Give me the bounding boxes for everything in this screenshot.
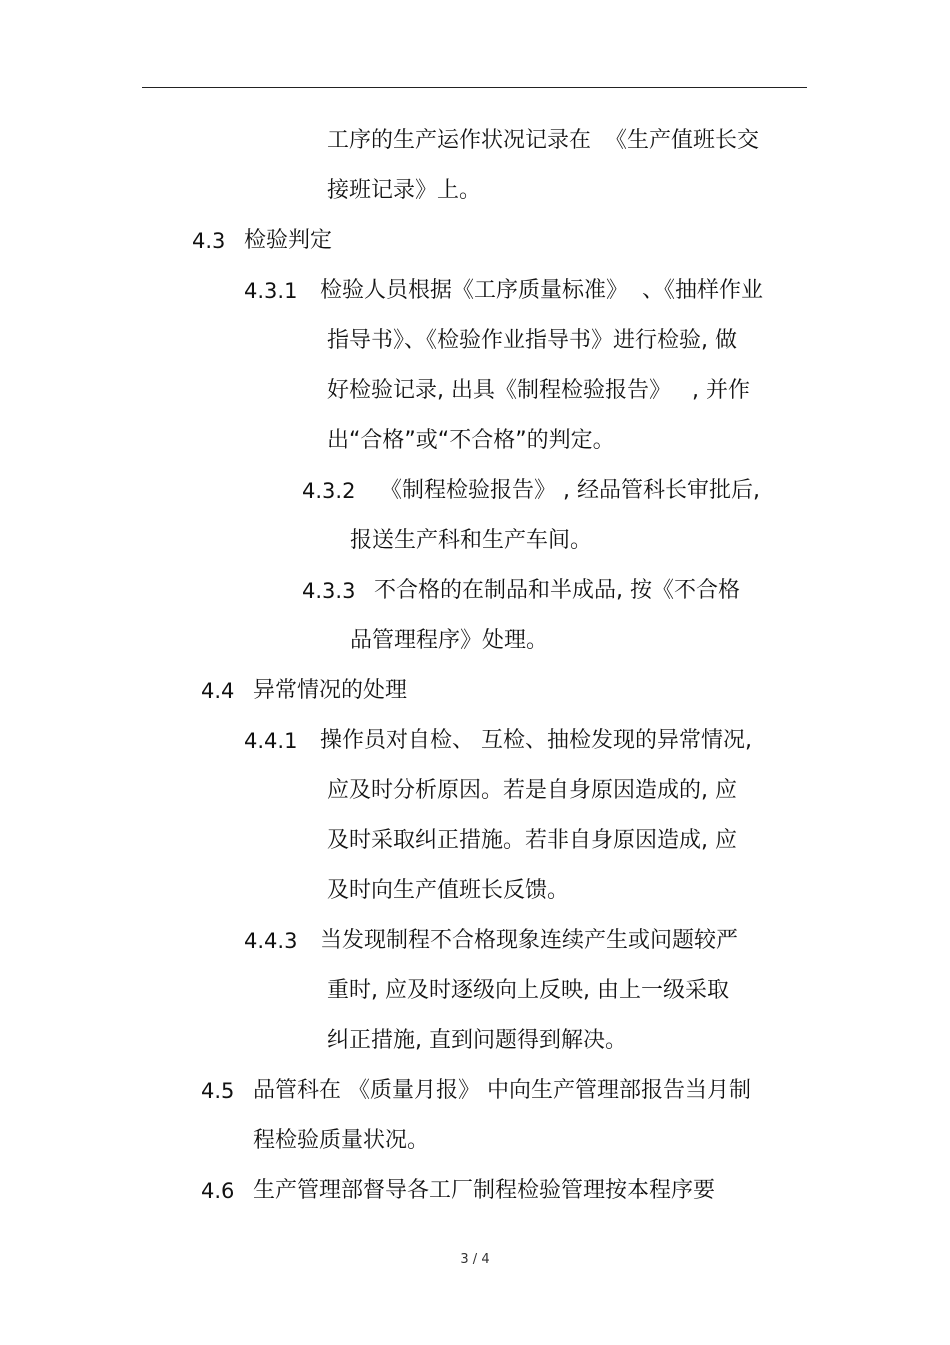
- text-line: 品管科在 《质量月报》 中向生产管理部报告当月制: [253, 1078, 751, 1103]
- clause-number: 4.3.2: [302, 479, 356, 503]
- text-line: 不合格的在制品和半成品, 按《不合格: [374, 578, 740, 603]
- section-number: 4.6: [201, 1179, 235, 1203]
- text-line: 报送生产科和生产车间。: [350, 528, 593, 553]
- text-line: 出“合格”或“不合格”的判定。: [327, 428, 615, 453]
- section-number: 4.4: [201, 679, 235, 703]
- section-number: 4.5: [201, 1079, 235, 1103]
- text-line: 纠正措施, 直到问题得到解决。: [327, 1028, 627, 1053]
- section-heading: 检验判定: [244, 228, 333, 253]
- header-rule: [142, 87, 807, 88]
- clause-number: 4.4.3: [244, 929, 298, 953]
- text-line: 检验人员根据《工序质量标准》 、《抽样作业: [320, 278, 763, 303]
- text-line: 品管理程序》处理。: [350, 628, 549, 653]
- text-line: 《制程检验报告》 , 经品管科长审批后,: [380, 478, 760, 503]
- text-line: 程检验质量状况。: [253, 1128, 430, 1153]
- text-line: 重时, 应及时逐级向上反映, 由上一级采取: [327, 978, 729, 1003]
- text-line: 操作员对自检、 互检、抽检发现的异常情况,: [320, 728, 752, 753]
- text-line: 好检验记录, 出具《制程检验报告》 , 并作: [327, 378, 750, 403]
- section-heading: 异常情况的处理: [253, 678, 408, 703]
- clause-number: 4.4.1: [244, 729, 298, 753]
- text-line: 及时向生产值班长反馈。: [327, 878, 570, 903]
- text-line: 指导书》、《检验作业指导书》进行检验, 做: [327, 328, 737, 353]
- text-line: 接班记录》上。: [327, 178, 482, 203]
- clause-number: 4.3.3: [302, 579, 356, 603]
- page-number: 3 / 4: [460, 1252, 490, 1267]
- text-line: 当发现制程不合格现象连续产生或问题较严: [320, 928, 739, 953]
- text-line: 应及时分析原因。若是自身原因造成的, 应: [327, 778, 737, 803]
- text-line: 工序的生产运作状况记录在 《生产值班长交: [327, 128, 759, 153]
- section-number: 4.3: [192, 229, 226, 253]
- text-line: 生产管理部督导各工厂制程检验管理按本程序要: [253, 1178, 716, 1203]
- clause-number: 4.3.1: [244, 279, 298, 303]
- text-line: 及时采取纠正措施。若非自身原因造成, 应: [327, 828, 737, 853]
